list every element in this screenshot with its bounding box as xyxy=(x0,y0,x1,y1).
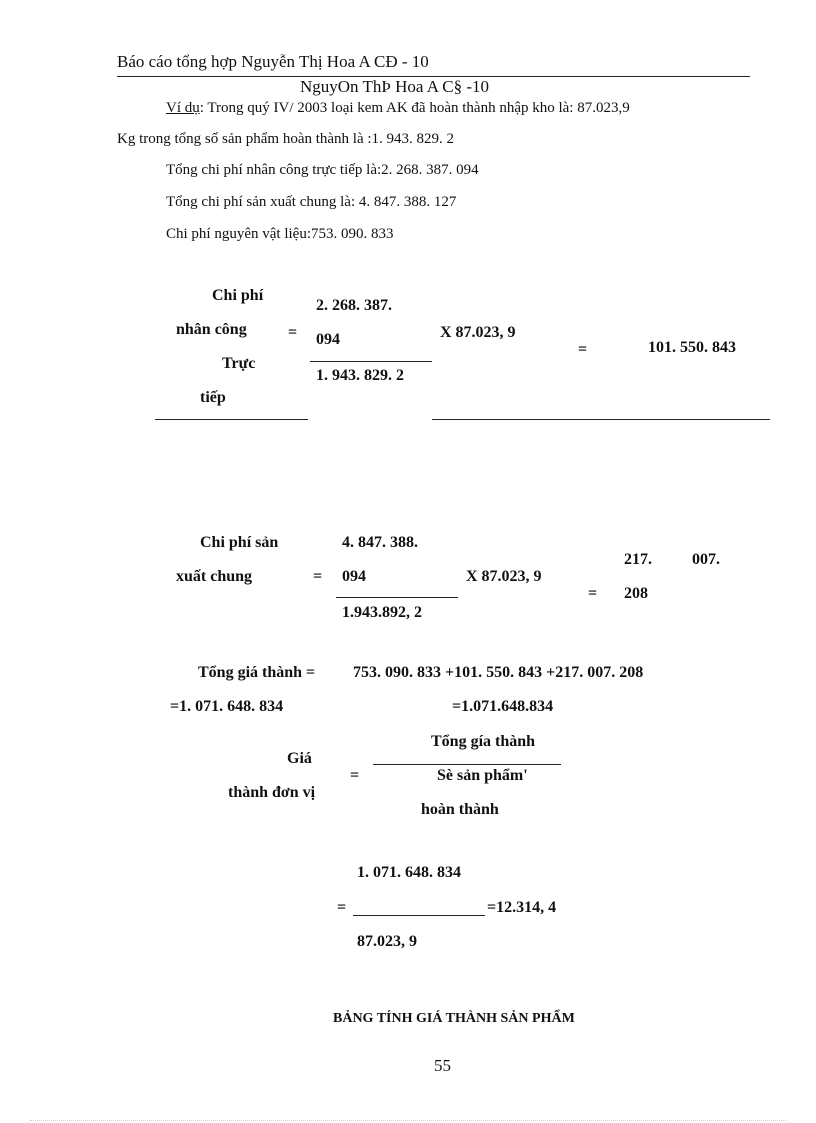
overhead-result-2: 208 xyxy=(624,585,648,602)
calc-denominator: 87.023, 9 xyxy=(357,933,417,950)
calc-fraction-bar xyxy=(353,915,485,916)
overhead-label-1: Chi phí sản xyxy=(200,534,279,551)
unit-numerator: Tổng gía thành xyxy=(431,733,536,750)
header-title: Báo cáo tổng hợp Nguyễn Thị Hoa A CĐ - 10 xyxy=(117,52,429,71)
intro-line-3: Tổng chi phí nhân công trực tiếp là:2. 268. 387. 094 xyxy=(166,162,479,178)
labor-multiplier: X 87.023, 9 xyxy=(440,324,516,341)
unit-label-2: thành đơn vị xyxy=(228,784,316,801)
labor-label-2: nhân công xyxy=(176,321,247,338)
header-subtitle: NguyOn ThÞ Hoa A C§ -10 xyxy=(300,77,490,96)
calc-result: =12.314, 4 xyxy=(487,899,557,916)
overhead-numerator-1: 4. 847. 388. xyxy=(342,534,418,551)
total-expression: 753. 090. 833 +101. 550. 843 +217. 007. 208 xyxy=(353,664,644,681)
page-number: 55 xyxy=(434,1056,451,1075)
page-bottom-divider xyxy=(30,1120,786,1121)
unit-denominator-2: hoàn thành xyxy=(421,801,499,818)
intro-line-1 xyxy=(166,100,630,117)
labor-result: 101. 550. 843 xyxy=(648,339,736,356)
labor-denominator: 1. 943. 829. 2 xyxy=(316,367,404,384)
intro-line-2: Kg trong tổng số sản phẩm hoàn thành là :1. 943. 829. 2 xyxy=(117,131,455,147)
labor-label-1: Chi phí xyxy=(212,287,264,304)
labor-equals: = xyxy=(288,324,298,341)
calc-numerator: 1. 071. 648. 834 xyxy=(357,864,461,881)
labor-label-4: tiếp xyxy=(200,389,226,406)
labor-underline-right xyxy=(432,419,770,420)
unit-fraction-bar xyxy=(373,764,561,765)
table-title: BẢNG TÍNH GIÁ THÀNH SẢN PHẨM xyxy=(333,1011,575,1026)
labor-underline-left xyxy=(155,419,308,420)
overhead-equals: = xyxy=(313,568,323,585)
intro-line-4: Tổng chi phí sản xuất chung là: 4. 847. 388. 127 xyxy=(166,194,457,210)
total-result-right: =1.071.648.834 xyxy=(452,698,554,715)
overhead-denominator: 1.943.892, 2 xyxy=(342,604,422,621)
labor-numerator-2: 094 xyxy=(316,331,340,348)
example-label: Ví dụ xyxy=(166,100,200,116)
labor-equals-2: = xyxy=(578,341,588,358)
unit-equals: = xyxy=(350,767,360,784)
labor-fraction-bar xyxy=(310,361,432,362)
overhead-equals-2: = xyxy=(588,585,598,602)
total-label: Tổng giá thành = xyxy=(198,664,316,681)
overhead-label-2: xuất chung xyxy=(176,568,253,585)
labor-numerator-1: 2. 268. 387. xyxy=(316,297,392,314)
labor-label-3: Trực xyxy=(222,355,256,372)
unit-denominator-1: Sè sản phẩm' xyxy=(437,767,528,784)
calc-equals: = xyxy=(337,899,347,916)
intro-line-1-rest: : Trong quý IV/ 2003 loại kem AK đã hoàn thành nhập kho là: 87.023,9 xyxy=(199,100,630,116)
unit-label-1: Giá xyxy=(287,750,312,767)
overhead-result-1b: 007. xyxy=(692,551,720,568)
total-result-left: =1. 071. 648. 834 xyxy=(170,698,284,715)
overhead-multiplier: X 87.023, 9 xyxy=(466,568,542,585)
overhead-fraction-bar xyxy=(336,597,458,598)
overhead-result-1a: 217. xyxy=(624,551,652,568)
overhead-numerator-2: 094 xyxy=(342,568,366,585)
intro-line-5: Chi phí nguyên vật liệu:753. 090. 833 xyxy=(166,226,394,242)
